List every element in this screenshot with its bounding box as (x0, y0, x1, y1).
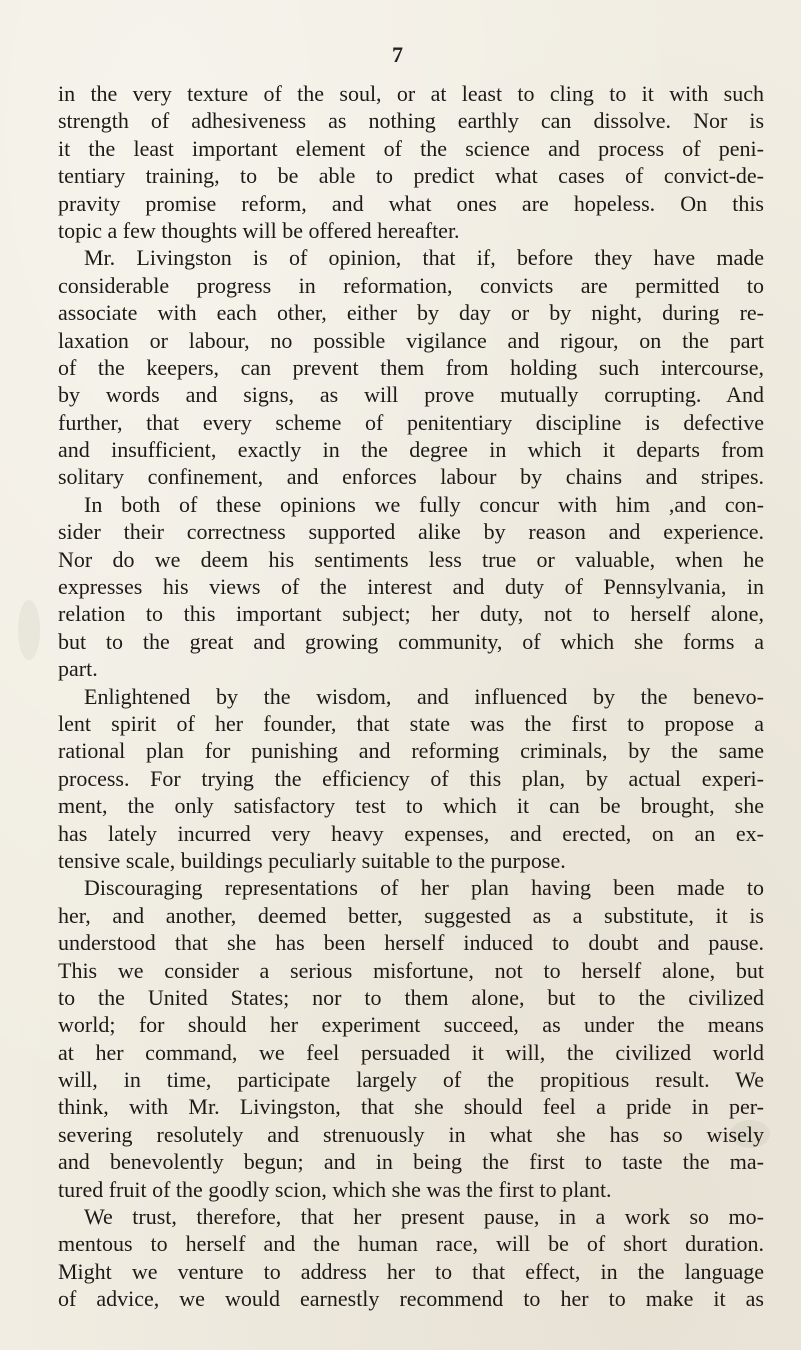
text-line: sider their correctness supported alike by reason and experience. (58, 519, 764, 545)
text-line: tured fruit of the goodly scion, which she was the first to plant. (58, 1176, 612, 1202)
text-line: has lately incurred very heavy expenses, and erected, on an ex- (58, 820, 764, 846)
text-line: of the keepers, can prevent them from holding such intercourse, (58, 354, 764, 380)
paragraph-start-line: In both of these opinions we fully concur with him ,and con- (84, 491, 764, 517)
text-line: but to the great and growing community, of which she forms a (58, 628, 764, 654)
text-line: to the United States; nor to them alone, but to the civilized (58, 984, 764, 1010)
text-line: solitary confinement, and enforces labour by chains and stripes. (58, 464, 764, 490)
text-line: understood that she has been herself induced to doubt and pause. (58, 930, 764, 956)
text-line: will, in time, participate largely of the propitious result. We (58, 1067, 764, 1093)
text-line: considerable progress in reformation, convicts are permitted to (58, 272, 764, 298)
paragraph-start-line: Discouraging representations of her plan having been made to (84, 875, 764, 901)
text-line: pravity promise reform, and what ones are hopeless. On this (58, 190, 764, 216)
text-line: further, that every scheme of penitentiary discipline is defective (58, 409, 764, 435)
text-line: by words and signs, as will prove mutually corrupting. And (58, 382, 764, 408)
text-line: rational plan for punishing and reforming criminals, by the same (58, 738, 764, 764)
text-line: topic a few thoughts will be offered hereafter. (58, 217, 460, 243)
paragraph-start-line: Mr. Livingston is of opinion, that if, before they have made (84, 245, 764, 271)
text-line: Might we venture to address her to that effect, in the language (58, 1258, 764, 1284)
text-line: This we consider a serious misfortune, not to herself alone, but (58, 957, 764, 983)
paragraph-start-line: Enlightened by the wisdom, and influenced by the benevo- (84, 683, 764, 709)
text-line: Nor do we deem his sentiments less true or valuable, when he (58, 546, 764, 572)
text-line: associate with each other, either by day or by night, during re- (58, 300, 764, 326)
text-line: think, with Mr. Livingston, that she should feel a pride in per- (58, 1094, 764, 1120)
text-line: world; for should her experiment succeed, as under the means (58, 1012, 764, 1038)
text-line: relation to this important subject; her duty, not to herself alone, (58, 601, 764, 627)
text-line: at her command, we feel persuaded it will, the civilized world (58, 1039, 764, 1065)
page-number: 7 (392, 42, 403, 67)
text-line: laxation or labour, no possible vigilance and rigour, on the part (58, 327, 764, 353)
text-line: part. (58, 656, 98, 682)
text-line: her, and another, deemed better, suggested as a substitute, it is (58, 902, 764, 928)
text-line: and benevolently begun; and in being the first to taste the ma- (58, 1149, 764, 1175)
text-line: of advice, we would earnestly recommend to her to make it as (58, 1286, 764, 1312)
text-line: expresses his views of the interest and duty of Pennsylvania, in (58, 574, 764, 600)
text-line: tensive scale, buildings peculiarly suitable to the purpose. (58, 847, 566, 873)
body-text (58, 80, 764, 1313)
text-line: it the least important element of the science and process of peni- (58, 135, 764, 161)
paper-stain (18, 600, 40, 660)
text-line: in the very texture of the soul, or at least to cling to it with such (58, 81, 764, 106)
text-line: lent spirit of her founder, that state was the first to propose a (58, 710, 764, 736)
text-line: severing resolutely and strenuously in what she has so wisely (58, 1121, 764, 1147)
text-line: and insufficient, exactly in the degree in which it departs from (58, 437, 764, 463)
text-line: ment, the only satisfactory test to which it can be brought, she (58, 793, 764, 819)
paragraph-start-line: We trust, therefore, that her present pause, in a work so mo- (84, 1204, 764, 1230)
text-line: tentiary training, to be able to predict what cases of convict-de- (58, 163, 764, 189)
text-line: strength of adhesiveness as nothing earthly can dissolve. Nor is (58, 108, 764, 134)
text-line: process. For trying the efficiency of this plan, by actual experi- (58, 765, 764, 791)
text-line: mentous to herself and the human race, will be of short duration. (58, 1231, 764, 1257)
